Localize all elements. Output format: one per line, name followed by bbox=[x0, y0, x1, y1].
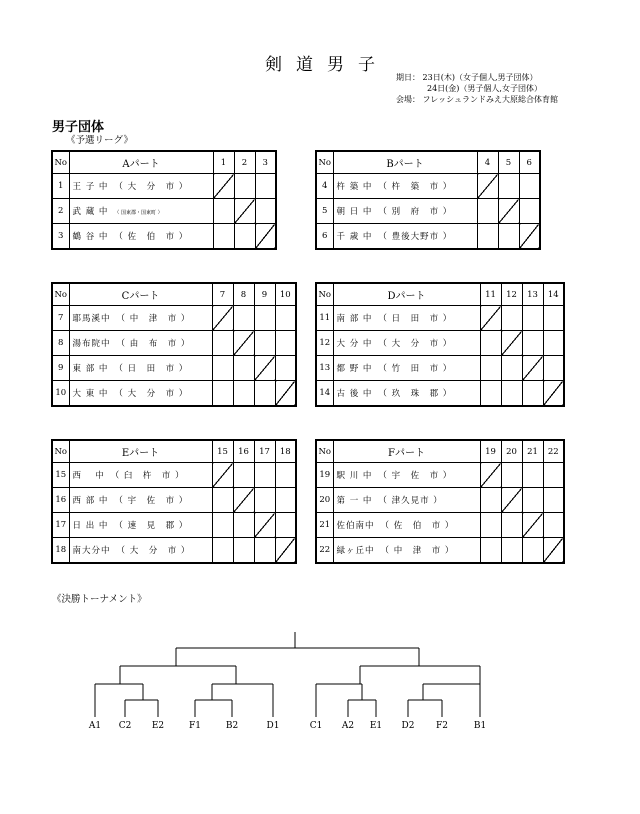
opponent-col-header: 6 bbox=[519, 151, 540, 174]
school-name: 杵 築 中 bbox=[336, 182, 373, 192]
school-name: 古 後 中 bbox=[336, 389, 373, 399]
tournament-label: 《決勝トーナメント》 bbox=[52, 594, 147, 605]
opponent-col-header: 11 bbox=[480, 283, 501, 306]
school-name: 鶴 谷 中 bbox=[72, 232, 109, 242]
city-name: （ 速 見 郡 ） bbox=[114, 521, 189, 531]
opponent-col-header: 16 bbox=[233, 440, 254, 463]
school-name: 南 部 中 bbox=[336, 314, 373, 324]
row-number: 7 bbox=[52, 306, 69, 331]
city-name: （ 日 田 市 ） bbox=[378, 314, 453, 324]
row-number: 17 bbox=[52, 513, 69, 538]
opponent-col-header: 5 bbox=[498, 151, 519, 174]
bracket-slot: E1 bbox=[369, 721, 383, 731]
bracket-slot: F1 bbox=[189, 721, 201, 731]
opponent-col-header: 17 bbox=[254, 440, 275, 463]
bracket-slot: C2 bbox=[118, 721, 132, 731]
part-header: Fパート bbox=[333, 440, 480, 463]
opponent-col-header: 20 bbox=[501, 440, 522, 463]
city-name: （ 中 津 市 ） bbox=[380, 546, 455, 556]
school-name: 王 子 中 bbox=[72, 182, 109, 192]
row-number: 5 bbox=[316, 199, 333, 224]
city-name: （ 臼 杵 市 ） bbox=[110, 471, 185, 481]
school-name: 耶馬溪中 bbox=[72, 314, 111, 324]
school-name: 駅 川 中 bbox=[336, 471, 373, 481]
opponent-col-header: 21 bbox=[522, 440, 543, 463]
row-number: 8 bbox=[52, 331, 69, 356]
opponent-col-header: 9 bbox=[254, 283, 275, 306]
row-number: 14 bbox=[316, 381, 333, 407]
row-number: 22 bbox=[316, 538, 333, 564]
opponent-col-header: 15 bbox=[212, 440, 233, 463]
bracket-slot: B1 bbox=[473, 721, 487, 731]
city-name: （ 津久見市 ） bbox=[378, 496, 443, 506]
bracket-slot: F2 bbox=[436, 721, 448, 731]
school-name: 第 一 中 bbox=[336, 496, 373, 506]
city-name: （ 豊後大野市 ） bbox=[378, 232, 453, 242]
city-name: （ 大 分 市 ） bbox=[378, 339, 453, 349]
opponent-col-header: 4 bbox=[477, 151, 498, 174]
opponent-col-header: 8 bbox=[233, 283, 254, 306]
row-number: 13 bbox=[316, 356, 333, 381]
row-number: 21 bbox=[316, 513, 333, 538]
school-name: 大 東 中 bbox=[72, 389, 109, 399]
venue-text: フレッシュランドみえ大原総合体育館 bbox=[422, 95, 558, 104]
page-title: 剣道男子 bbox=[265, 55, 389, 75]
city-name: （ 佐 伯 市 ） bbox=[380, 521, 455, 531]
opponent-col-header: 19 bbox=[480, 440, 501, 463]
school-name: 大 分 中 bbox=[336, 339, 373, 349]
row-number: 3 bbox=[52, 224, 69, 250]
no-header: No bbox=[52, 440, 69, 463]
opponent-col-header: 7 bbox=[212, 283, 233, 306]
school-name: 朝 日 中 bbox=[336, 207, 373, 217]
part-header: Eパート bbox=[69, 440, 212, 463]
opponent-col-header: 3 bbox=[255, 151, 276, 174]
venue-label: 会場： bbox=[396, 95, 420, 104]
row-number: 1 bbox=[52, 174, 69, 199]
row-number: 4 bbox=[316, 174, 333, 199]
opponent-col-header: 1 bbox=[213, 151, 234, 174]
opponent-col-header: 12 bbox=[501, 283, 522, 306]
row-number: 20 bbox=[316, 488, 333, 513]
row-number: 12 bbox=[316, 331, 333, 356]
city-name: （ 玖 珠 郡 ） bbox=[378, 389, 453, 399]
city-name: （ 大 分 市 ） bbox=[114, 389, 189, 399]
row-number: 19 bbox=[316, 463, 333, 488]
row-number: 15 bbox=[52, 463, 69, 488]
part-header: Aパート bbox=[69, 151, 213, 174]
no-header: No bbox=[316, 283, 333, 306]
city-name: （ 宇 佐 市 ） bbox=[378, 471, 453, 481]
bracket-line bbox=[120, 666, 480, 684]
school-name: 西 中 bbox=[72, 471, 105, 481]
row-number: 2 bbox=[52, 199, 69, 224]
no-header: No bbox=[316, 440, 333, 463]
schedule-label: 期日： bbox=[396, 73, 420, 82]
city-name: （ 別 府 市 ） bbox=[378, 207, 453, 217]
section-title: 男子団体 bbox=[52, 120, 105, 135]
opponent-col-header: 2 bbox=[234, 151, 255, 174]
school-name: 緑ヶ丘中 bbox=[336, 546, 375, 556]
school-name: 南大分中 bbox=[72, 546, 111, 556]
city-name: （ 宇 佐 市 ） bbox=[114, 496, 189, 506]
school-name: 東 部 中 bbox=[72, 364, 109, 374]
school-name: 西 部 中 bbox=[72, 496, 109, 506]
city-name: （ 日 田 市 ） bbox=[114, 364, 189, 374]
school-name: 都 野 中 bbox=[336, 364, 373, 374]
opponent-col-header: 14 bbox=[543, 283, 564, 306]
schedule-line-1: 23日(木)（女子個人,男子団体） bbox=[422, 73, 538, 82]
row-number: 6 bbox=[316, 224, 333, 250]
bracket-slot: A1 bbox=[88, 721, 102, 731]
school-name: 佐伯南中 bbox=[336, 521, 375, 531]
schedule-line-2: 24日(金)（男子個人,女子団体） bbox=[427, 84, 542, 93]
bracket-slot: D1 bbox=[266, 721, 280, 731]
part-header: Bパート bbox=[333, 151, 477, 174]
city-name: （ 国東郡・国東町 ） bbox=[114, 210, 163, 216]
bracket-slot: D2 bbox=[401, 721, 415, 731]
city-name: （ 竹 田 市 ） bbox=[378, 364, 453, 374]
school-name: 武 蔵 中 bbox=[72, 207, 109, 217]
bracket-slot: E2 bbox=[151, 721, 165, 731]
city-name: （ 大 分 市 ） bbox=[116, 546, 191, 556]
opponent-col-header: 22 bbox=[543, 440, 564, 463]
row-number: 16 bbox=[52, 488, 69, 513]
part-header: Dパート bbox=[333, 283, 480, 306]
row-number: 11 bbox=[316, 306, 333, 331]
bracket-line bbox=[176, 648, 419, 666]
city-name: （ 中 津 市 ） bbox=[116, 314, 191, 324]
school-name: 日 出 中 bbox=[72, 521, 109, 531]
league-label: 《予選リーグ》 bbox=[66, 135, 133, 146]
no-header: No bbox=[316, 151, 333, 174]
row-number: 10 bbox=[52, 381, 69, 407]
bracket-slot: C1 bbox=[309, 721, 323, 731]
city-name: （ 由 布 市 ） bbox=[116, 339, 191, 349]
city-name: （ 大 分 市 ） bbox=[114, 182, 189, 192]
bracket-slot: B2 bbox=[225, 721, 239, 731]
city-name: （ 佐 伯 市 ） bbox=[114, 232, 189, 242]
no-header: No bbox=[52, 283, 69, 306]
bracket-line bbox=[125, 700, 442, 717]
opponent-col-header: 18 bbox=[275, 440, 296, 463]
opponent-col-header: 10 bbox=[275, 283, 296, 306]
part-header: Cパート bbox=[69, 283, 212, 306]
row-number: 18 bbox=[52, 538, 69, 564]
school-name: 千 歳 中 bbox=[336, 232, 373, 242]
bracket-slot: A2 bbox=[341, 721, 355, 731]
city-name: （ 杵 築 市 ） bbox=[378, 182, 453, 192]
row-number: 9 bbox=[52, 356, 69, 381]
no-header: No bbox=[52, 151, 69, 174]
school-name: 湯布院中 bbox=[72, 339, 111, 349]
opponent-col-header: 13 bbox=[522, 283, 543, 306]
